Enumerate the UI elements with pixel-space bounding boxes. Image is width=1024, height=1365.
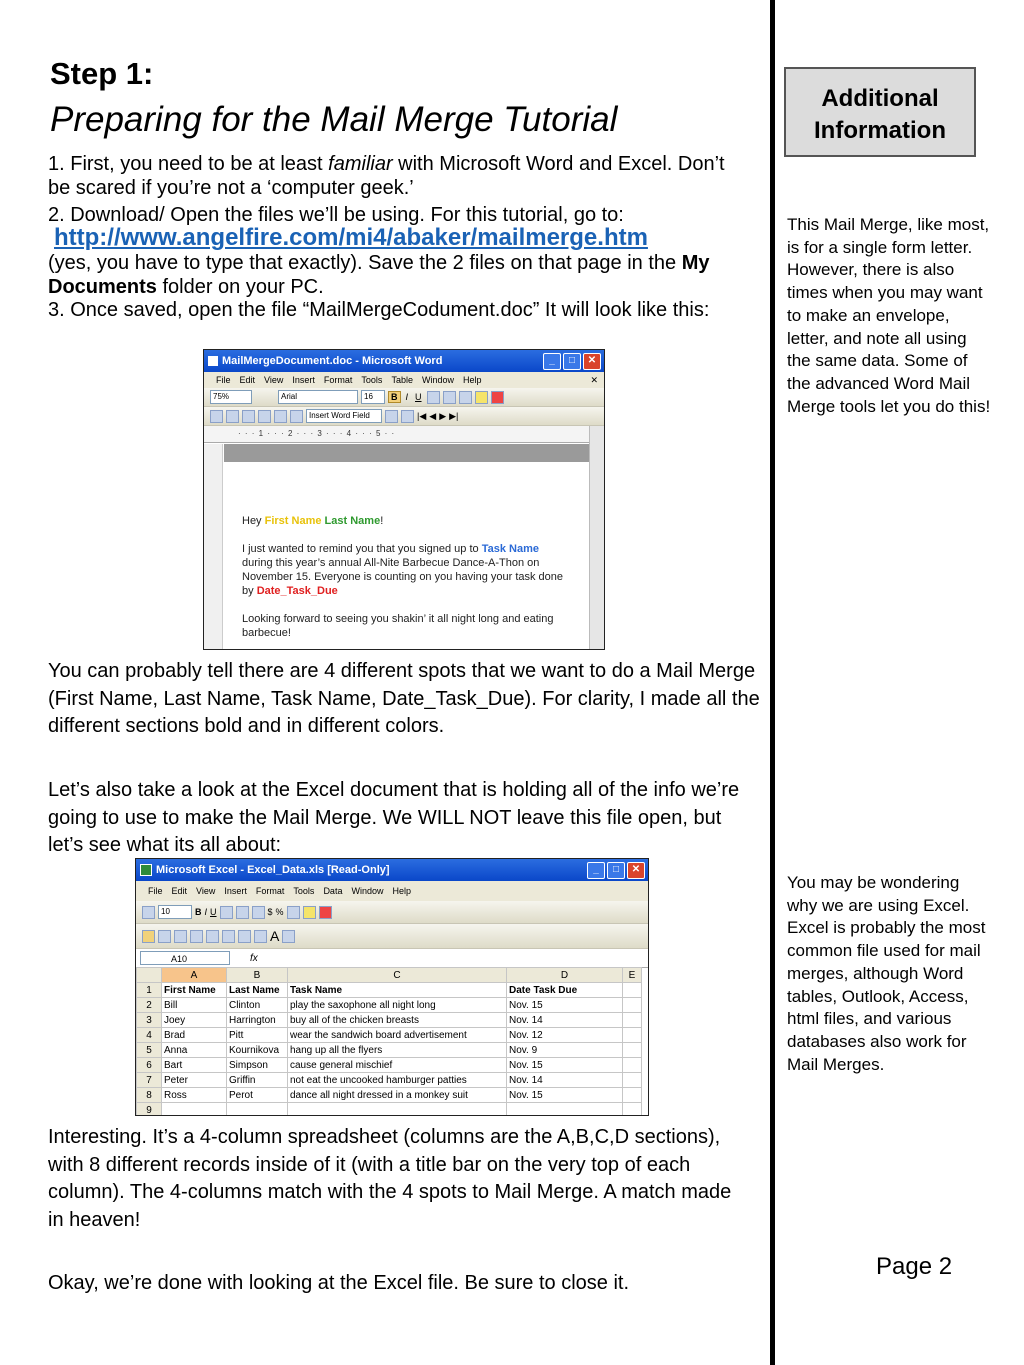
align-left-icon[interactable] (427, 391, 440, 404)
paragraph-done: Okay, we’re done with looking at the Excel file. Be sure to close it. (48, 1272, 630, 1294)
currency-icon[interactable]: $ (267, 907, 273, 917)
excel-menu-format[interactable]: Format (255, 886, 285, 896)
excel-italic-icon[interactable]: I (204, 907, 208, 917)
word-menu-tools[interactable]: Tools (361, 375, 383, 385)
word-menu-table[interactable]: Table (391, 375, 413, 385)
excel-borders-icon[interactable] (287, 906, 300, 919)
table-row (137, 983, 642, 998)
vertical-ruler (204, 444, 223, 649)
fx-icon[interactable]: fx (250, 952, 258, 964)
word-menu-edit[interactable]: Edit (239, 375, 256, 385)
step-2-text (48, 203, 748, 299)
cell[interactable] (507, 1103, 623, 1117)
excel-menubar (136, 881, 648, 901)
cell[interactable]: Joey (162, 1013, 227, 1028)
text-A-icon[interactable]: A (270, 928, 280, 944)
paragraph-spots: You can probably tell there are 4 different spots that we want to do a Mail Merge (First Name, Last Name, Task Name, Date_Task_Due). For clarity, I made all the different sections bold and in different colors. (48, 660, 760, 737)
chart-icon[interactable] (142, 906, 155, 919)
step-2-intro: 2. Download/ Open the files we’ll be using. For this tutorial, go to: (48, 204, 624, 226)
address-block-icon[interactable] (258, 410, 271, 423)
greeting-bang: ! (380, 515, 384, 527)
row-header[interactable]: 3 (137, 1013, 162, 1028)
step-1-emphasis: familiar (328, 153, 393, 175)
step-1-pre: 1. First, you need to be at least (48, 153, 329, 175)
name-box[interactable]: A10 (140, 951, 230, 965)
insert-word-field-button[interactable]: Insert Word Field (306, 409, 382, 423)
row-header[interactable]: 8 (137, 1088, 162, 1103)
excel-menu-insert[interactable]: Insert (224, 886, 247, 896)
excel-format-toolbar (136, 901, 648, 924)
word-menu-insert[interactable]: Insert (292, 375, 315, 385)
excel-menu-help[interactable]: Help (392, 886, 411, 896)
last-record-icon[interactable]: ▶| (449, 410, 459, 421)
merge-center-icon[interactable] (252, 906, 265, 919)
form-list-icon[interactable] (238, 930, 251, 943)
cell[interactable] (623, 1058, 642, 1073)
cell[interactable]: First Name (162, 983, 227, 998)
body-part-b: during this year’s annual All-Nite Barbecue Dance-A-Thon on November 15. Everyone is counting on you having your task done by (242, 557, 564, 597)
cell[interactable]: Nov. 15 (507, 1088, 623, 1103)
additional-info-box: Additional Information (784, 67, 976, 157)
cell[interactable]: Bart (162, 1058, 227, 1073)
table-row (137, 1088, 642, 1103)
tutorial-link[interactable]: http://www.angelfire.com/mi4/abaker/mailmerge.htm (54, 224, 648, 251)
cell[interactable]: Simpson (227, 1058, 288, 1073)
cell[interactable] (623, 1013, 642, 1028)
page-number: Page 2 (876, 1253, 953, 1280)
table-row (137, 1103, 642, 1117)
view-merged-data-icon[interactable] (385, 410, 398, 423)
font-select[interactable]: Arial (278, 390, 358, 404)
cell[interactable]: dance all night dressed in a monkey suit (288, 1088, 507, 1103)
step-3-text: 3. Once saved, open the file “MailMergeCodument.doc” It will look like this: (48, 299, 710, 321)
cell[interactable]: play the saxophone all night long (288, 998, 507, 1013)
greeting-hey: Hey (242, 515, 265, 527)
excel-menu-window[interactable]: Window (351, 886, 384, 896)
excel-titlebar (136, 859, 648, 881)
table-row (137, 1073, 642, 1088)
word-titlebar (204, 350, 604, 372)
sidebar-note-1: This Mail Merge, like most, is for a single form letter. However, there is also times when you may want to make an envelope, letter, and note all using the same data. Some of the advanced Word Mail Merge tools let you do this! (787, 215, 991, 416)
form-checkbox-icon[interactable] (190, 930, 203, 943)
excel-menu-tools[interactable]: Tools (293, 886, 315, 896)
fill-color-icon[interactable] (303, 906, 316, 919)
greeting-line-icon[interactable] (274, 410, 287, 423)
cell[interactable]: cause general mischief (288, 1058, 507, 1073)
table-row (137, 1058, 642, 1073)
field-last-name: Last Name (324, 515, 381, 527)
cell[interactable] (623, 998, 642, 1013)
row-header[interactable]: 9 (137, 1103, 162, 1117)
row-header[interactable]: 2 (137, 998, 162, 1013)
percent-icon[interactable]: % (275, 907, 284, 917)
table-row (137, 1043, 642, 1058)
col-header-b[interactable]: B (227, 968, 288, 983)
zoom-select[interactable]: 75% (210, 390, 252, 404)
col-header-d[interactable]: D (507, 968, 623, 983)
letter-closing: Looking forward to seeing you shakin’ it all night long and eating barbecue! (242, 613, 554, 639)
cell[interactable]: Kournikova (227, 1043, 288, 1058)
cell[interactable]: Nov. 9 (507, 1043, 623, 1058)
next-record-icon[interactable]: ▶ (439, 410, 447, 421)
table-row (137, 1013, 642, 1028)
word-format-toolbar (204, 388, 604, 407)
select-all-corner[interactable] (137, 968, 162, 983)
cell[interactable]: Peter (162, 1073, 227, 1088)
underline-icon[interactable]: U (415, 392, 422, 402)
excel-title: Microsoft Excel - Excel_Data.xls [Read-Only] (156, 864, 390, 876)
main-document-icon[interactable] (210, 410, 223, 423)
col-header-e[interactable]: E (623, 968, 642, 983)
body-part-a: I just wanted to remind you that you signed up to (242, 543, 482, 555)
highlight-icon[interactable] (475, 391, 488, 404)
letter-greeting (242, 514, 572, 528)
cell[interactable] (623, 983, 642, 998)
first-record-icon[interactable]: |◀ (417, 410, 427, 421)
word-window (203, 349, 605, 650)
excel-underline-icon[interactable]: U (210, 907, 217, 917)
excel-bold-icon[interactable]: B (195, 907, 202, 917)
excel-menu-edit[interactable]: Edit (171, 886, 188, 896)
picture-icon[interactable] (282, 930, 295, 943)
align-center-icon[interactable] (443, 391, 456, 404)
paragraph-excel-intro: Let’s also take a look at the Excel document that is holding all of the info we’re going to use to make the Mail Merge. We WILL NOT leave this file open, but let’s see what its all about: (48, 779, 740, 856)
excel-close-icon[interactable]: ✕ (627, 862, 645, 879)
prev-record-icon[interactable]: ◀ (429, 410, 437, 421)
spreadsheet-grid (136, 967, 642, 1116)
maximize-icon[interactable]: □ (563, 353, 581, 370)
cell[interactable]: Ross (162, 1088, 227, 1103)
cell[interactable]: Perot (227, 1088, 288, 1103)
word-menubar (204, 372, 604, 388)
tutorial-subtitle: Preparing for the Mail Merge Tutorial (50, 100, 618, 139)
doc-close-icon[interactable]: ✕ (590, 374, 598, 385)
cell[interactable]: not eat the uncooked hamburger patties (288, 1073, 507, 1088)
excel-minimize-icon[interactable]: _ (587, 862, 605, 879)
open-data-source-icon[interactable] (226, 410, 239, 423)
excel-maximize-icon[interactable]: □ (607, 862, 625, 879)
word-mailmerge-toolbar (204, 407, 604, 426)
italic-icon[interactable]: I (405, 392, 409, 402)
step-2-post-b: folder on your PC. (156, 276, 324, 298)
word-menu-format[interactable]: Format (323, 375, 353, 385)
cell[interactable]: Anna (162, 1043, 227, 1058)
excel-align-left-icon[interactable] (220, 906, 233, 919)
field-date-task-due: Date_Task_Due (256, 585, 338, 597)
cell[interactable]: hang up all the flyers (288, 1043, 507, 1058)
step-2-post-a: (yes, you have to type that exactly). Save the 2 files on that page in the (48, 252, 682, 274)
cell[interactable]: Bill (162, 998, 227, 1013)
print-icon[interactable] (174, 930, 187, 943)
formula-bar (136, 949, 648, 968)
cell[interactable] (227, 1103, 288, 1117)
font-color-icon[interactable] (491, 391, 504, 404)
row-header[interactable]: 6 (137, 1058, 162, 1073)
cell[interactable]: Nov. 14 (507, 1013, 623, 1028)
page-gap (224, 444, 590, 462)
cell[interactable] (623, 1028, 642, 1043)
cell[interactable]: Griffin (227, 1073, 288, 1088)
folder-icon[interactable] (142, 930, 155, 943)
field-task-name: Task Name (481, 543, 539, 555)
letter-body (242, 542, 572, 598)
word-document-area[interactable] (204, 444, 590, 649)
form-option-icon[interactable] (222, 930, 235, 943)
row-header[interactable]: 5 (137, 1043, 162, 1058)
table-row (137, 1028, 642, 1043)
word-menu-help[interactable]: Help (462, 375, 482, 385)
step-1-post: with Microsoft Word and Excel. Don’t be scared if you’re not a ‘computer geek.’ (48, 153, 725, 199)
cell[interactable]: Harrington (227, 1013, 288, 1028)
col-header-a[interactable]: A (162, 968, 227, 983)
cell[interactable]: Date Task Due (507, 983, 623, 998)
cell[interactable] (162, 1103, 227, 1117)
cell[interactable]: Nov. 12 (507, 1028, 623, 1043)
cell[interactable]: Brad (162, 1028, 227, 1043)
row-header[interactable]: 1 (137, 983, 162, 998)
excel-font-size[interactable]: 10 (158, 905, 192, 919)
form-button-icon[interactable] (206, 930, 219, 943)
cell[interactable]: Task Name (288, 983, 507, 998)
excel-window (135, 858, 649, 1116)
field-first-name: First Name (264, 515, 322, 527)
form-combo-icon[interactable] (254, 930, 267, 943)
cell[interactable] (288, 1103, 507, 1117)
cell[interactable] (623, 1073, 642, 1088)
font-size-select[interactable]: 16 (361, 390, 385, 404)
save-icon[interactable] (158, 930, 171, 943)
cell[interactable]: buy all of the chicken breasts (288, 1013, 507, 1028)
word-menu-view[interactable]: View (264, 375, 284, 385)
word-menu-window[interactable]: Window (421, 375, 454, 385)
cell[interactable]: Nov. 15 (507, 998, 623, 1013)
border-icon[interactable] (459, 391, 472, 404)
row-header[interactable]: 4 (137, 1028, 162, 1043)
cell[interactable]: Nov. 14 (507, 1073, 623, 1088)
cell[interactable]: wear the sandwich board advertisement (288, 1028, 507, 1043)
excel-align-center-icon[interactable] (236, 906, 249, 919)
close-icon[interactable]: ✕ (583, 353, 601, 370)
cell[interactable] (623, 1103, 642, 1117)
highlight-fields-icon[interactable] (401, 410, 414, 423)
row-header[interactable]: 7 (137, 1073, 162, 1088)
cell[interactable]: Last Name (227, 983, 288, 998)
my-documents-label: My Documents (48, 252, 710, 298)
excel-menu-file[interactable]: File (148, 886, 163, 896)
word-app-icon (208, 356, 218, 366)
word-title: MailMergeDocument.doc - Microsoft Word (222, 355, 443, 367)
insert-merge-field-icon[interactable] (290, 410, 303, 423)
cell[interactable] (623, 1088, 642, 1103)
cell[interactable]: Pitt (227, 1028, 288, 1043)
excel-drawing-toolbar (136, 924, 648, 949)
step-heading: Step 1: (50, 56, 154, 91)
excel-menu-view[interactable]: View (196, 886, 216, 896)
word-menu-file[interactable]: File (216, 375, 231, 385)
col-header-c[interactable]: C (288, 968, 507, 983)
sidebar-note-2: You may be wondering why we are using Excel. Excel is probably the most common file used for mail merges, although Word tables, Outlook, Access, html files, and various databases also work for Mail Merges. (787, 873, 986, 1074)
column-header-row (137, 968, 642, 983)
bold-icon[interactable]: B (388, 391, 401, 403)
excel-menu-data[interactable]: Data (323, 886, 343, 896)
cell[interactable]: Clinton (227, 998, 288, 1013)
recipients-icon[interactable] (242, 410, 255, 423)
cell[interactable] (623, 1043, 642, 1058)
word-scrollbar[interactable] (589, 426, 604, 649)
excel-font-color-icon[interactable] (319, 906, 332, 919)
word-ruler: · · · 1 · · · 2 · · · 3 · · · 4 · · · 5 · · (204, 426, 604, 443)
step-1-text (48, 152, 748, 200)
table-row (137, 998, 642, 1013)
minimize-icon[interactable]: _ (543, 353, 561, 370)
cell[interactable]: Nov. 15 (507, 1058, 623, 1073)
excel-app-icon (140, 864, 152, 876)
paragraph-interesting: Interesting. It’s a 4-column spreadsheet (columns are the A,B,C,D sections), with 8 different records inside of it (with a title bar on the very top of each column). The 4-columns match with the 4 spots to Mail Merge. A match made in heaven! (48, 1126, 732, 1231)
